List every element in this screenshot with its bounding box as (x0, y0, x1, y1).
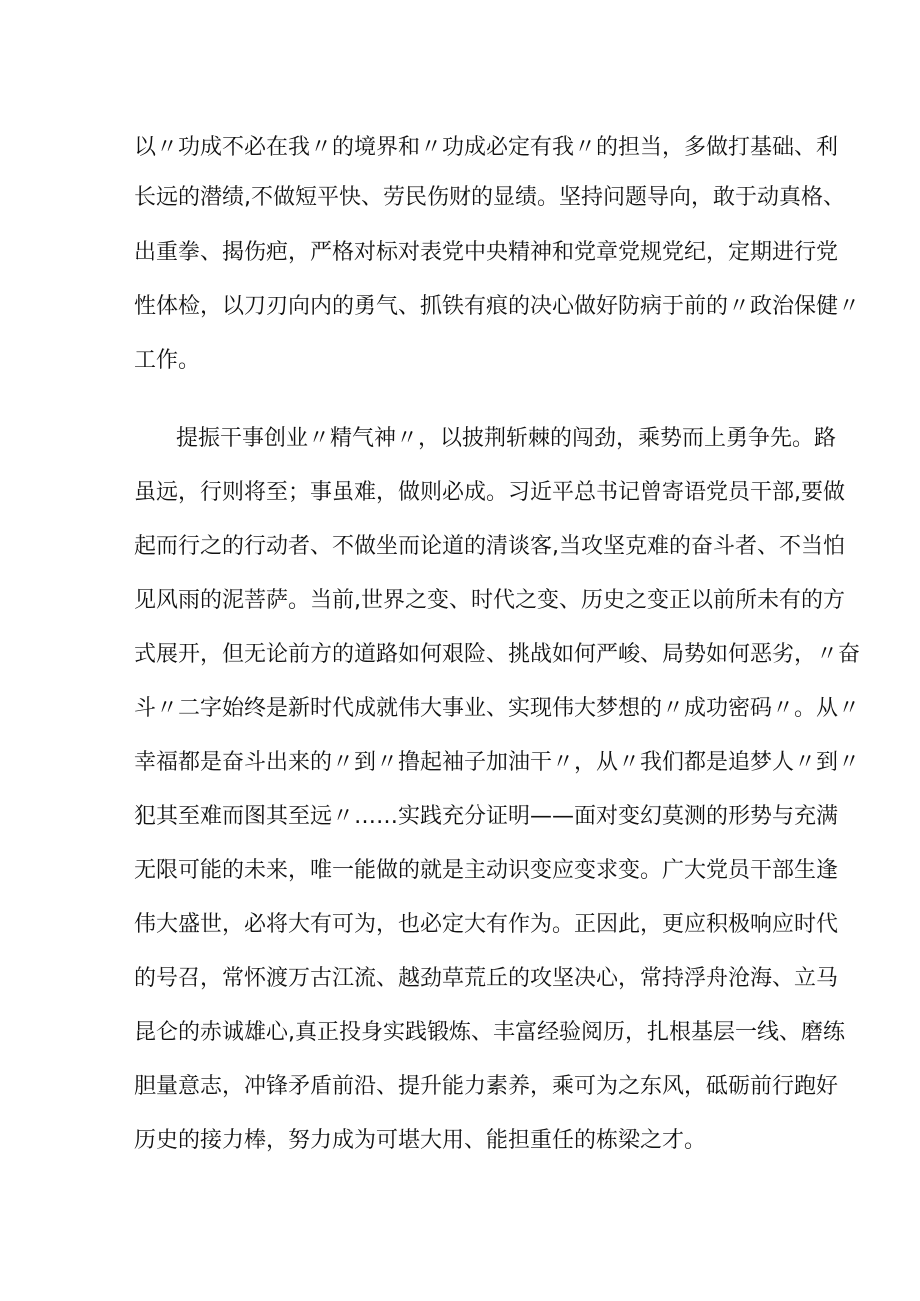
paragraph-2-line-10: 伟大盛世，必将大有可为，也必定大有作为。正因此，更应积极响应时代 (134, 912, 839, 937)
paragraph-2-line-2: 虽远，行则将至；事虽难，做则必成。习近平总书记曾寄语党员干部,要做 (134, 480, 845, 505)
paragraph-2-line-8: 犯其至难而图其至远〃……实践充分证明——面对变幻莫测的形势与充满 (134, 804, 839, 829)
paragraph-2-line-9: 无限可能的未来，唯一能做的就是主动识变应变求变。广大党员干部生逢 (134, 858, 839, 883)
paragraph-1-line-1: 以〃功成不必在我〃的境界和〃功成必定有我〃的担当，多做打基础、利 (134, 135, 839, 160)
paragraph-2-line-12: 昆仑的赤诚雄心,真正投身实践锻炼、丰富经验阅历，扎根基层一线、磨练 (134, 1020, 845, 1045)
paragraph-2-line-11: 的号召，常怀渡万古江流、越劲草荒丘的攻坚决心，常持浮舟沧海、立马 (134, 966, 839, 991)
paragraph-2-line-6: 斗〃二字始终是新时代成就伟大事业、实现伟大梦想的〃成功密码〃。从〃 (134, 696, 861, 721)
paragraph-1-line-2: 长远的潜绩,不做短平快、劳民伤财的显绩。坚持问题导向，敢于动真格、 (134, 185, 845, 210)
paragraph-2-line-4: 见风雨的泥菩萨。当前,世界之变、时代之变、历史之变正以前所未有的方 (134, 588, 845, 613)
paragraph-2-line-13: 胆量意志，冲锋矛盾前沿、提升能力素养，乘可为之东风，砥砺前行跑好 (134, 1074, 839, 1099)
paragraph-2-line-1: 提振干事创业〃精气神〃，以披荆斩棘的闯劲，乘势而上勇争先。路 (176, 426, 837, 451)
paragraph-2-line-3: 起而行之的行动者、不做坐而论道的清谈客,当攻坚克难的奋斗者、不当怕 (134, 534, 845, 559)
paragraph-2-line-5: 式展开，但无论前方的道路如何艰险、挑战如何严峻、局势如何恶劣，〃奋 (134, 642, 861, 667)
paragraph-1-line-3: 出重拳、揭伤疤，严格对标对表党中央精神和党章党规党纪，定期进行党 (134, 240, 839, 265)
paragraph-2-line-7: 幸福都是奋斗出来的〃到〃撸起袖子加油干〃，从〃我们都是追梦人〃到〃 (134, 750, 861, 775)
paragraph-2-line-14: 历史的接力棒，努力成为可堪大用、能担重任的栋梁之才。 (134, 1128, 707, 1153)
paragraph-1-line-4: 性体检，以刀刃向内的勇气、抓铁有痕的决心做好防病于前的〃政治保健〃 (134, 294, 861, 319)
paragraph-1-line-5: 工作。 (134, 348, 201, 373)
